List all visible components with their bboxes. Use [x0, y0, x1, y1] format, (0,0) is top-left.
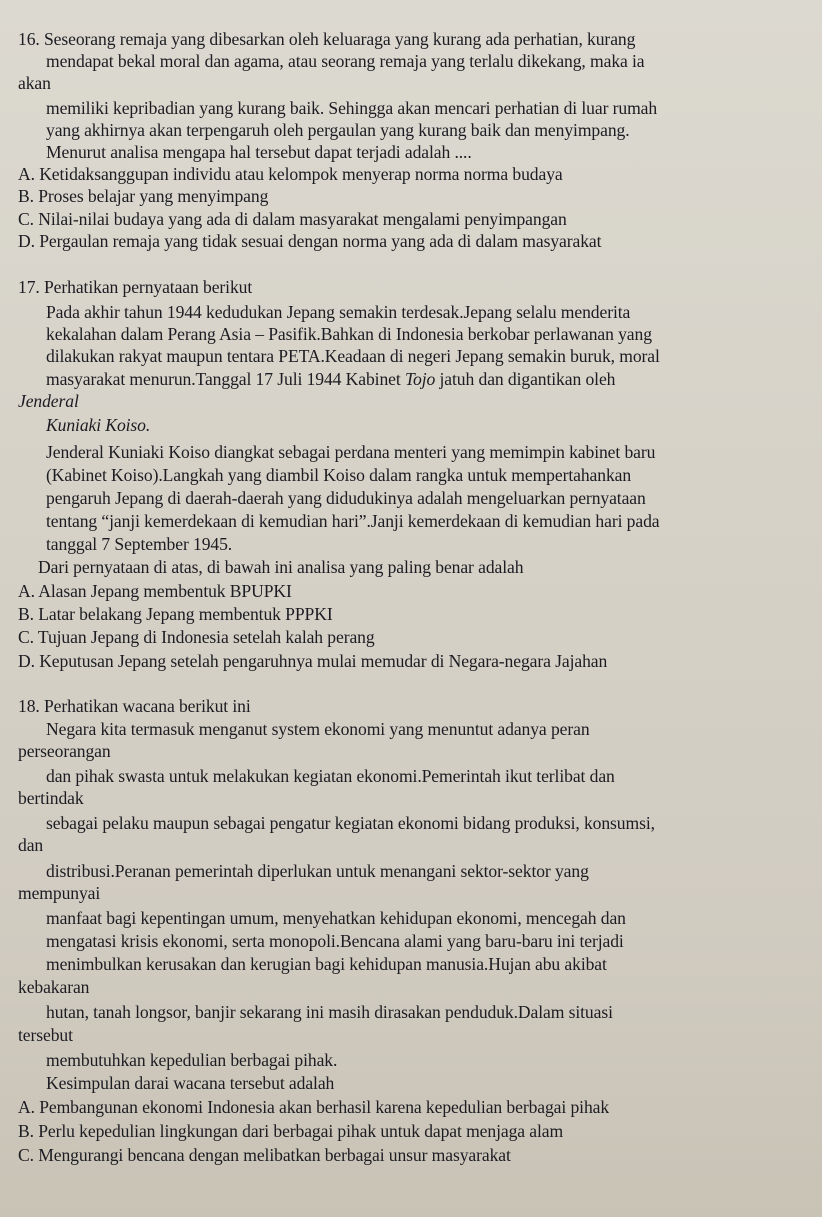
q17-stem-line-5-tail: jatuh dan digantikan oleh — [435, 369, 616, 389]
q18-option-a: A. Pembangunan ekonomi Indonesia akan berhasil karena kepedulian berbagai pihak — [18, 1097, 610, 1117]
q16-option-d: D. Pergaulan remaja yang tidak sesuai dengan norma yang ada di dalam masyarakat — [18, 231, 602, 251]
q18-stem-line-5: bertindak — [18, 788, 84, 808]
q18-option-b: B. Perlu kepedulian lingkungan dari berbagai pihak untuk dapat menjaga alam — [18, 1121, 564, 1141]
q17-stem-line-9: (Kabinet Koiso).Langkah yang diambil Koiso dalam rangka untuk mempertahankan — [46, 465, 632, 485]
q16-option-a: A. Ketidaksanggupan individu atau kelompok menyerap norma norma budaya — [18, 164, 563, 184]
q18-stem-line-13: kebakaran — [18, 977, 90, 997]
q17-stem-line-5 — [46, 368, 615, 390]
q18-stem-line-1: 18. Perhatikan wacana berikut ini — [18, 696, 251, 716]
q18-stem-line-4: dan pihak swasta untuk melakukan kegiatan ekonomi.Pemerintah ikut terlibat dan — [46, 766, 615, 786]
q18-stem-line-7: dan — [18, 835, 44, 855]
q17-option-a: A. Alasan Jepang membentuk BPUPKI — [18, 581, 292, 601]
q17-stem-line-4: dilakukan rakyat maupun tentara PETA.Keadaan di negeri Jepang semakin buruk, moral — [46, 346, 660, 366]
q16-stem-line-5: yang akhirnya akan terpengaruh oleh pergaulan yang kurang baik dan menyimpang. — [46, 120, 630, 140]
q16-option-c: C. Nilai-nilai budaya yang ada di dalam masyarakat mengalami penyimpangan — [18, 209, 567, 229]
q17-stem-line-3: kekalahan dalam Perang Asia – Pasifik.Bahkan di Indonesia berkobar perlawanan yang — [46, 324, 652, 344]
q18-option-c: C. Mengurangi bencana dengan melibatkan berbagai unsur masyarakat — [18, 1145, 511, 1165]
q18-stem-line-3: perseorangan — [18, 741, 111, 761]
q17-stem-line-10: pengaruh Jepang di daerah-daerah yang didudukinya adalah mengeluarkan pernyataan — [46, 488, 646, 508]
q18-stem-line-9: mempunyai — [18, 883, 101, 903]
q17-jenderal-label: Jenderal — [18, 391, 79, 411]
q18-stem-line-2: Negara kita termasuk menganut system ekonomi yang menuntut adanya peran — [46, 719, 590, 739]
q16-stem-line-2: mendapat bekal moral dan agama, atau seorang remaja yang terlalu dikekang, maka ia — [46, 51, 645, 71]
q17-option-c: C. Tujuan Jepang di Indonesia setelah kalah perang — [18, 627, 375, 647]
q17-stem-line-8: Jenderal Kuniaki Koiso diangkat sebagai perdana menteri yang memimpin kabinet baru — [46, 442, 656, 462]
q18-stem-line-17: Kesimpulan darai wacana tersebut adalah — [46, 1073, 335, 1093]
q17-stem-line-11: tentang “janji kemerdekaan di kemudian hari”.Janji kemerdekaan di kemudian hari pada — [46, 511, 660, 531]
q18-stem-line-16: membutuhkan kepedulian berbagai pihak. — [46, 1050, 338, 1070]
q18-stem-line-14: hutan, tanah longsor, banjir sekarang ini masih dirasakan penduduk.Dalam situasi — [46, 1002, 613, 1022]
q17-stem-line-1: 17. Perhatikan pernyataan berikut — [18, 277, 253, 297]
q18-stem-line-15: tersebut — [18, 1025, 73, 1045]
q17-kuniaki-koiso-name: Kuniaki Koiso. — [46, 415, 151, 435]
q16-stem-line-6: Menurut analisa mengapa hal tersebut dapat terjadi adalah .... — [46, 142, 472, 162]
q16-stem-line-4: memiliki kepribadian yang kurang baik. Sehingga akan mencari perhatian di luar rumah — [46, 98, 658, 118]
q17-stem-line-5-text: masyarakat menurun.Tanggal 17 Juli 1944 Kabinet — [46, 369, 405, 389]
q18-stem-line-6: sebagai pelaku maupun sebagai pengatur kegiatan ekonomi bidang produksi, konsumsi, — [46, 813, 655, 833]
q16-stem-line-3: akan — [18, 73, 51, 93]
q16-option-b: B. Proses belajar yang menyimpang — [18, 186, 269, 206]
q18-stem-line-12: menimbulkan kerusakan dan kerugian bagi kehidupan manusia.Hujan abu akibat — [46, 954, 607, 974]
q17-option-b: B. Latar belakang Jepang membentuk PPPKI — [18, 604, 333, 624]
q17-stem-line-2: Pada akhir tahun 1944 kedudukan Jepang semakin terdesak.Jepang selalu menderita — [46, 302, 631, 322]
q18-stem-line-10: manfaat bagi kepentingan umum, menyehatkan kehidupan ekonomi, mencegah dan — [46, 908, 626, 928]
q18-stem-line-11: mengatasi krisis ekonomi, serta monopoli.Bencana alami yang baru-baru ini terjadi — [46, 931, 624, 951]
q16-stem-line-1: 16. Seseorang remaja yang dibesarkan oleh keluaraga yang kurang ada perhatian, kurang — [18, 29, 636, 49]
q18-stem-line-8: distribusi.Peranan pemerintah diperlukan untuk menangani sektor-sektor yang — [46, 861, 589, 881]
q17-tojo-italic: Tojo — [404, 369, 436, 389]
q17-option-d: D. Keputusan Jepang setelah pengaruhnya mulai memudar di Negara-negara Jajahan — [18, 651, 608, 671]
q17-stem-line-13: Dari pernyataan di atas, di bawah ini analisa yang paling benar adalah — [38, 557, 524, 577]
q17-stem-line-12: tanggal 7 September 1945. — [46, 534, 233, 554]
